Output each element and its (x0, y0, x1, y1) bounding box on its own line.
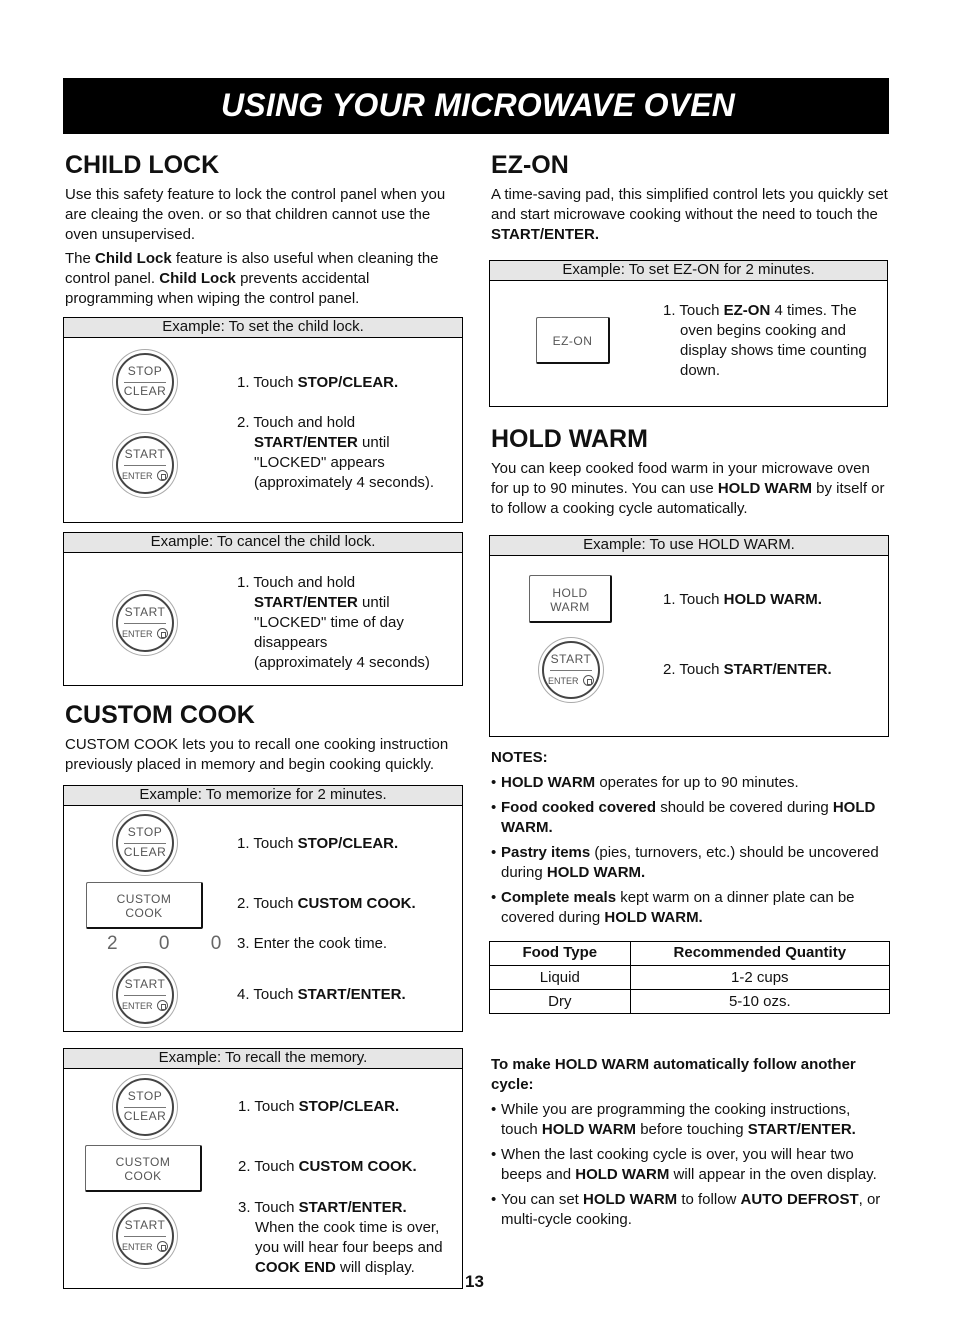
title-banner (63, 78, 889, 134)
pad-label: ENTER (548, 676, 579, 686)
step-3: 3. Enter the cook time. (237, 935, 388, 952)
food-quantity-table (489, 941, 890, 1014)
start-enter-pad[interactable] (116, 1207, 174, 1265)
step-3: 3. Touch START/ENTER. When the cook time is over, you will hear four beeps and COOK END will display. (238, 1199, 443, 1276)
step-2: 2. Touch and hold START/ENTER until "LOCKED" appears (approximately 4 seconds). (237, 414, 435, 491)
start-enter-pad[interactable] (116, 594, 174, 652)
pad-label: STOP (127, 1089, 163, 1103)
lock-icon (157, 628, 168, 639)
list-item: • While you are programming the cooking instructions, touch HOLD WARM before touching START/ENTER. (491, 1100, 889, 1140)
hold-warm-heading: HOLD WARM (491, 425, 648, 453)
custom-cook-pad[interactable] (86, 882, 203, 929)
table-cell: Dry (490, 990, 631, 1014)
pad-label: START (550, 652, 592, 666)
table-header: Recommended Quantity (630, 942, 889, 966)
custom-cook-pad[interactable] (85, 1145, 202, 1192)
custom-cook-heading: CUSTOM COOK (65, 701, 255, 729)
pad-label: HOLD (552, 586, 588, 600)
table-header: Food Type (490, 942, 631, 966)
custom-cook-para: CUSTOM COOK lets you to recall one cooking instruction previously placed in memory and begin cooking quickly. (65, 736, 449, 773)
page-number: 13 (465, 1272, 484, 1291)
child-lock-heading: CHILD LOCK (65, 151, 220, 179)
example-hold-warm (489, 535, 889, 737)
child-lock-para2: The Child Lock feature is also useful when cleaning the control panel. Child Lock prevents accidental programming when wiping the control panel. (65, 250, 439, 307)
list-item: • You can set HOLD WARM to follow AUTO DEFROST, or multi-cycle cooking. (491, 1190, 889, 1230)
example-title: Example: To recall the memory. (64, 1049, 462, 1069)
ez-on-heading: EZ-ON (491, 151, 569, 179)
pad-label: CUSTOM (116, 892, 172, 906)
example-title: Example: To cancel the child lock. (64, 533, 462, 553)
stop-clear-pad[interactable] (116, 814, 174, 872)
pad-label: START (124, 1218, 166, 1232)
list-item: • When the last cooking cycle is over, you will hear two beeps and HOLD WARM will appear in the oven display. (491, 1145, 889, 1185)
table-header-row (490, 942, 890, 966)
step-1: 1. Touch EZ-ON 4 times. The oven begins cooking and display shows time counting down. (663, 302, 867, 379)
hold-warm-para: You can keep cooked food warm in your microwave oven for up to 90 minutes. You can use HOLD WARM by itself or to follow a cooking cycle automatically. (491, 460, 885, 517)
auto-follow-title: To make HOLD WARM automatically follow another cycle: (491, 1056, 856, 1093)
pad-label: COOK (124, 1169, 162, 1183)
pad-label: ENTER (122, 471, 153, 481)
stop-clear-pad[interactable] (116, 1078, 174, 1136)
pad-label: WARM (550, 600, 590, 614)
example-title: Example: To use HOLD WARM. (490, 536, 888, 556)
lock-icon (157, 1000, 168, 1011)
list-item: • Complete meals kept warm on a dinner plate can be covered during HOLD WARM. (491, 888, 889, 928)
table-cell: 1-2 cups (630, 966, 889, 990)
cook-time-digits: 2 0 0 (107, 933, 240, 954)
ez-on-para: A time-saving pad, this simplified control lets you quickly set and start microwave cooking without the need to touch the START/ENTER. (491, 186, 888, 243)
start-enter-pad[interactable] (542, 641, 600, 699)
step-1: 1. Touch and hold START/ENTER until "LOCKED" time of day disappears (approximately 4 seconds) (237, 574, 430, 671)
start-enter-pad[interactable] (116, 436, 174, 494)
step-1: 1. Touch STOP/CLEAR. (237, 374, 399, 391)
lock-icon (583, 675, 594, 686)
lock-icon (157, 1241, 168, 1252)
list-item: • HOLD WARM operates for up to 90 minutes. (491, 773, 889, 793)
pad-label: CUSTOM (115, 1155, 171, 1169)
auto-follow-list (491, 1100, 889, 1235)
pad-label: CLEAR (123, 384, 167, 398)
notes-list (491, 773, 889, 933)
table-cell: Liquid (490, 966, 631, 990)
pad-label: CLEAR (123, 845, 167, 859)
table-cell: 5-10 ozs. (630, 990, 889, 1014)
pad-label: START (124, 447, 166, 461)
table-row (490, 990, 890, 1014)
table-row (490, 966, 890, 990)
ez-on-pad[interactable] (536, 317, 610, 364)
pad-label: STOP (127, 364, 163, 378)
step-1: 1. Touch HOLD WARM. (663, 591, 822, 608)
step-1: 1. Touch STOP/CLEAR. (238, 1098, 400, 1115)
pad-label: START (124, 605, 166, 619)
example-title: Example: To memorize for 2 minutes. (64, 786, 462, 806)
pad-label: ENTER (122, 629, 153, 639)
lock-icon (157, 470, 168, 481)
pad-label: CLEAR (123, 1109, 167, 1123)
pad-label: ENTER (122, 1242, 153, 1252)
step-2: 2. Touch CUSTOM COOK. (237, 895, 416, 912)
pad-label: EZ-ON (552, 334, 593, 348)
pad-label: ENTER (122, 1001, 153, 1011)
step-2: 2. Touch START/ENTER. (663, 661, 832, 678)
page-title: USING YOUR MICROWAVE OVEN (221, 87, 736, 123)
example-title: Example: To set EZ-ON for 2 minutes. (490, 261, 887, 281)
step-4: 4. Touch START/ENTER. (237, 986, 406, 1003)
child-lock-para1: Use this safety feature to lock the control panel when you are cleaing the oven. or so that children cannot use the oven unsupervised. (65, 186, 446, 243)
step-2: 2. Touch CUSTOM COOK. (238, 1158, 417, 1175)
stop-clear-pad[interactable] (116, 353, 174, 411)
hold-warm-pad[interactable] (529, 575, 612, 623)
start-enter-pad[interactable] (116, 966, 174, 1024)
pad-label: START (124, 977, 166, 991)
pad-label: COOK (125, 906, 163, 920)
step-1: 1. Touch STOP/CLEAR. (237, 835, 399, 852)
list-item: • Pastry items (pies, turnovers, etc.) should be uncovered during HOLD WARM. (491, 843, 889, 883)
list-item: • Food cooked covered should be covered during HOLD WARM. (491, 798, 889, 838)
example-title: Example: To set the child lock. (64, 318, 462, 338)
pad-label: STOP (127, 825, 163, 839)
notes-title: NOTES: (491, 749, 548, 766)
